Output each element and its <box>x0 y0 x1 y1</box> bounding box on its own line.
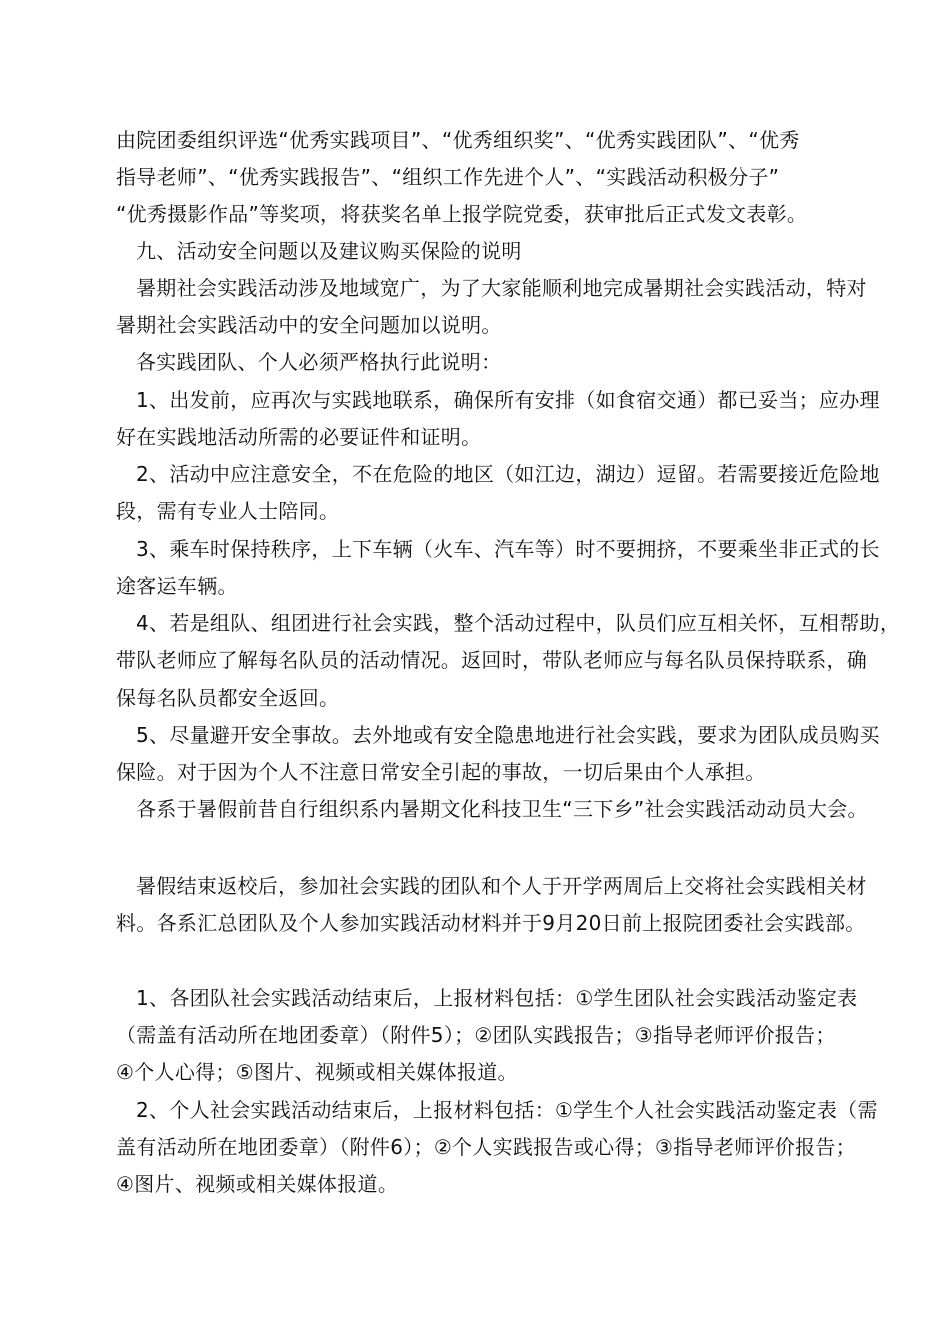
text-line: 2、个人社会实践活动结束后，上报材料包括：①学生个人社会实践活动鉴定表（需 <box>136 1098 878 1122</box>
text-line: 暑期社会实践活动中的安全问题加以说明。 <box>116 313 502 337</box>
text-line: 暑假结束返校后，参加社会实践的团队和个人于开学两周后上交将社会实践相关材 <box>136 874 867 898</box>
text-line: 1、出发前，应再次与实践地联系，确保所有安排（如食宿交通）都已妥当；应办理 <box>136 388 880 412</box>
text-line: 料。各系汇总团队及个人参加实践活动材料并于9月20日前上报院团委社会实践部。 <box>116 911 866 935</box>
text-line: 带队老师应了解每名队员的活动情况。返回时，带队老师应与每名队员保持联系，确 <box>116 648 868 672</box>
text-line: ④个人心得；⑤图片、视频或相关媒体报道。 <box>116 1060 518 1084</box>
section-heading: 九、活动安全问题以及建议购买保险的说明 <box>136 239 522 263</box>
text-line: 指导老师”、“优秀实践报告”、“组织工作先进个人”、“实践活动积极分子” <box>116 165 780 189</box>
text-line: “优秀摄影作品”等奖项，将获奖名单上报学院党委，获审批后正式发文表彰。 <box>116 202 808 226</box>
text-line: 5、尽量避开安全事故。去外地或有安全隐患地进行社会实践，要求为团队成员购买 <box>136 723 880 747</box>
text-line: 各实践团队、个人必须严格执行此说明： <box>136 350 502 374</box>
text-line: 3、乘车时保持秩序，上下车辆（火车、汽车等）时不要拥挤，不要乘坐非正式的长 <box>136 537 880 561</box>
text-line: 各系于暑假前昔自行组织系内暑期文化科技卫生“三下乡”社会实践活动动员大会。 <box>136 797 868 821</box>
text-line: 保险。对于因为个人不注意日常安全引起的事故，一切后果由个人承担。 <box>116 760 766 784</box>
text-line: 段，需有专业人士陪同。 <box>116 499 340 523</box>
text-line: 1、各团队社会实践活动结束后，上报材料包括：①学生团队社会实践活动鉴定表 <box>136 986 858 1010</box>
text-line: 4、若是组队、组团进行社会实践，整个活动过程中，队员们应互相关怀，互相帮助， <box>136 611 901 635</box>
text-line: 途客运车辆。 <box>116 574 238 598</box>
text-line: （需盖有活动所在地团委章）（附件5）；②团队实践报告；③指导老师评价报告； <box>116 1023 836 1047</box>
text-line: ④图片、视频或相关媒体报道。 <box>116 1172 399 1196</box>
text-line: 2、活动中应注意安全，不在危险的地区（如江边，湖边）逗留。若需要接近危险地 <box>136 462 880 486</box>
text-line: 盖有活动所在地团委章）（附件6）；②个人实践报告或心得；③指导老师评价报告； <box>116 1135 856 1159</box>
text-line: 由院团委组织评选“优秀实践项目”、“优秀组织奖”、“优秀实践团队”、“优秀 <box>116 128 800 152</box>
text-line: 保每名队员都安全返回。 <box>116 686 340 710</box>
text-line: 好在实践地活动所需的必要证件和证明。 <box>116 425 482 449</box>
text-line: 暑期社会实践活动涉及地域宽广，为了大家能顺利地完成暑期社会实践活动，特对 <box>136 276 867 300</box>
